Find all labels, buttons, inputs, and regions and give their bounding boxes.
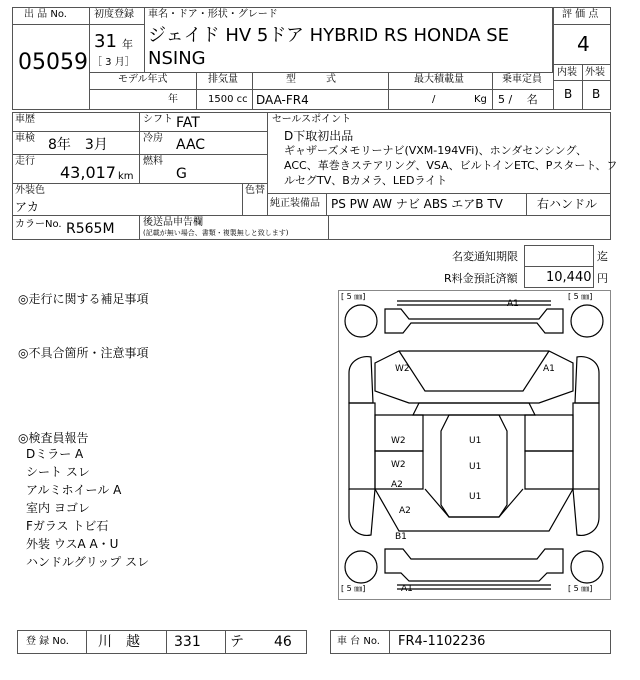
tire-depth-rear-left: [ 5 ㎜]	[341, 584, 366, 593]
side-left-outline	[349, 403, 375, 489]
history-label: 車歴	[15, 114, 35, 125]
capacity-label: 乗車定員	[502, 74, 542, 85]
damage-mark: A1	[543, 364, 555, 374]
equipment-value: PS PW AW ナビ ABS エアB TV	[331, 197, 503, 211]
exterior-label: 外装	[585, 67, 605, 78]
ac-label: 冷房	[143, 133, 163, 144]
displacement-value: 1500 cc	[208, 94, 248, 105]
sales-point-line: ACC、革巻きステアリング、VSA、ビルトインETC、Pスタート、フ	[284, 159, 618, 172]
door-front-right	[525, 415, 573, 451]
tire-rear-left	[345, 551, 377, 583]
fuel-value: G	[176, 166, 187, 182]
lot-label: 出 品 No.	[24, 9, 67, 20]
exterior-grade: B	[592, 87, 601, 101]
damage-mark: A1	[401, 584, 413, 594]
windshield-outline	[413, 403, 535, 415]
inspector-line: シート スレ	[26, 465, 90, 479]
color-swap-sep	[12, 183, 243, 216]
color-swap-label: 色替	[245, 185, 265, 196]
front-panel-outline	[385, 309, 563, 333]
reg-kana: テ	[230, 634, 244, 650]
first-reg-year-unit: 年	[122, 38, 133, 51]
inspector-line: Dミラー A	[26, 447, 84, 461]
sales-point-label: セールスポイント	[272, 114, 352, 125]
inspector-line: アルミホイール A	[26, 483, 122, 497]
interior-label: 内装	[557, 67, 577, 78]
car-diagram	[338, 290, 611, 600]
reg-number: 46	[274, 634, 292, 650]
fender-rear-left	[349, 489, 375, 535]
equipment-label: 純正装備品	[270, 198, 320, 209]
bonnet-inner	[399, 351, 549, 391]
car-name: ジェイド HV 5ドア HYBRID RS HONDA SE	[148, 25, 510, 46]
tire-depth-rear-right: [ 5 ㎜]	[568, 584, 593, 593]
car-name-label: 車名・ドア・形状・グレード	[148, 9, 278, 20]
chassis-number: FR4-1102236	[398, 634, 486, 649]
steering-value: 右ハンドル	[537, 197, 598, 211]
score-label: 評 価 点	[562, 9, 599, 20]
shift-value: FAT	[176, 115, 200, 131]
damage-mark: A2	[391, 480, 403, 490]
car-name-line2: NSING	[148, 48, 206, 69]
car-diagram-svg	[339, 291, 610, 599]
capacity-value: 5 / 名	[498, 93, 538, 106]
deadline-label: 名変通知期限	[452, 250, 518, 263]
damage-mark: U1	[469, 462, 482, 472]
ac-value: AAC	[176, 137, 206, 153]
rear-bumper-outline	[397, 585, 551, 589]
max-load-label: 最大積載量	[414, 74, 464, 85]
damage-mark: W2	[391, 460, 406, 470]
deadline-box	[524, 245, 594, 267]
score-value: 4	[577, 32, 590, 56]
tire-front-left	[345, 305, 377, 337]
mileage-value: 43,017	[60, 163, 116, 182]
recycle-unit: 円	[597, 272, 608, 285]
first-reg-year: 31	[94, 31, 117, 52]
damage-mark: A2	[399, 506, 411, 516]
kg-unit: Kg	[474, 94, 487, 105]
documents-label: 後送品申告欄	[143, 217, 203, 228]
tire-front-right	[571, 305, 603, 337]
shift-label: シフト	[143, 114, 173, 125]
sales-point-line: ギャザーズメモリーナビ(VXM-194VFi)、ホンダセンシング、	[284, 144, 588, 157]
mileage-unit: km	[118, 171, 134, 182]
damage-mark: U1	[469, 492, 482, 502]
inspector-line: Fガラス トビ石	[26, 519, 109, 533]
model-year-label: モデル年式	[118, 74, 168, 85]
lot-number: 05059	[18, 50, 88, 75]
documents-note: (記載が無い場合、書類・複製無しと致します)	[143, 229, 289, 237]
fuel-label: 燃料	[143, 156, 163, 167]
front-bumper-outline	[397, 301, 551, 305]
interior-grade: B	[564, 87, 573, 101]
inspector-line: 室内 ヨゴレ	[26, 501, 90, 515]
color-no-value: R565M	[66, 221, 115, 237]
tire-depth-front-left: [ 5 ㎜]	[341, 292, 366, 301]
tire-depth-front-right: [ 5 ㎜]	[568, 292, 593, 301]
deadline-unit: 迄	[597, 250, 608, 263]
chassis-label: 車 台 No.	[337, 636, 380, 647]
damage-mark: A1	[507, 299, 519, 309]
fender-rear-right	[573, 489, 599, 535]
damage-mark: B1	[395, 532, 407, 542]
rear-panel-outline	[385, 549, 563, 581]
inspector-report-label: ◎検査員報告	[18, 431, 89, 445]
color-no-label: カラーNo.	[15, 219, 62, 230]
door-rear-right	[525, 451, 573, 489]
driving-remarks-label: ◎走行に関する補足事項	[18, 292, 149, 306]
type-label: 型 式	[286, 74, 336, 85]
defects-remarks-label: ◎不具合箇所・注意事項	[18, 346, 149, 360]
sales-point-line: ルセグTV、Bカメラ、LEDライト	[284, 174, 448, 187]
color-value: アカ	[15, 200, 39, 214]
reg-class: 331	[174, 634, 201, 650]
first-reg-month: ［ 3 月］	[92, 57, 135, 68]
sales-point-line: D下取初出品	[284, 129, 354, 143]
damage-mark: W2	[391, 436, 406, 446]
damage-mark: W2	[395, 364, 410, 374]
fender-front-right	[575, 357, 599, 403]
mileage-label: 走行	[15, 156, 35, 167]
model-year-unit: 年	[168, 94, 178, 105]
displacement-label: 排気量	[208, 74, 238, 85]
fender-front-left	[349, 357, 373, 403]
inspector-line: 外装 ウスA A・U	[26, 537, 119, 551]
damage-mark: U1	[469, 436, 482, 446]
inspector-line: ハンドルグリップ スレ	[26, 555, 150, 569]
first-reg-label: 初度登録	[94, 9, 134, 20]
recycle-value: 10,440	[546, 270, 592, 285]
side-right-outline	[573, 403, 599, 489]
tire-rear-right	[571, 551, 603, 583]
inspection-label: 車検	[15, 133, 35, 144]
reg-region: 川 越	[98, 634, 140, 650]
inspection-value: 8年 3月	[48, 137, 108, 153]
reg-label: 登 録 No.	[26, 636, 69, 647]
color-label: 外装色	[15, 185, 45, 196]
recycle-label: R料金預託済額	[444, 272, 518, 285]
max-load-value: /	[432, 94, 436, 105]
type-value: DAA-FR4	[256, 93, 309, 107]
